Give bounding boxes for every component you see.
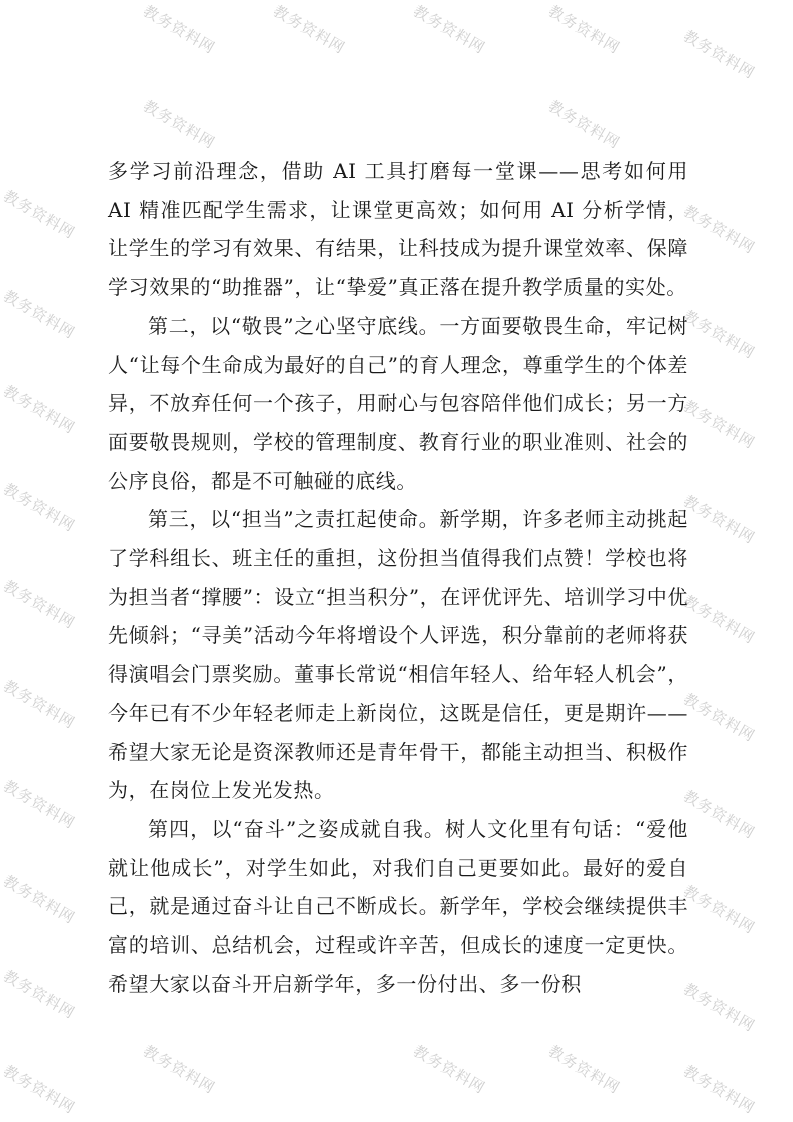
watermark-text: 教务资料网	[140, 1041, 219, 1098]
watermark-text: 教务资料网	[410, 1041, 489, 1098]
watermark-text: 教务资料网	[545, 1041, 624, 1098]
watermark-text: 教务资料网	[545, 96, 624, 153]
watermark-text: 教务资料网	[0, 479, 79, 536]
paragraph-third-point: 第三，以“担当”之责扛起使命。新学期，许多老师主动挑起了学科组长、班主任的重担，这份担当值得我们点赞！学校也将为担当者“撑腰”：设立“担当积分”，在评优评先、培训学习中优先倾斜；“寻美”活动今年将增设个人评选，积分靠前的老师将获得演唱会门票奖励。董事长常说“相信年轻人、给年轻人机会”，今年已有不少年轻老师走上新岗位，这既是信任，更是期许——希望大家无论是资深教师还是青年骨干，都能主动担当、积极作为，在岗位上发光发热。	[108, 507, 688, 803]
watermark-text: 教务资料网	[680, 26, 759, 83]
watermark-text: 教务资料网	[0, 286, 79, 343]
watermark-text: 教务资料网	[0, 186, 79, 243]
watermark-text: 教务资料网	[0, 576, 79, 633]
watermark-text: 教务资料网	[680, 491, 759, 548]
watermark-text: 教务资料网	[140, 96, 219, 153]
watermark-text: 教务资料网	[680, 396, 759, 453]
watermark-text: 教务资料网	[0, 776, 79, 833]
watermark-text: 教务资料网	[545, 1, 624, 58]
watermark-text: 教务资料网	[680, 786, 759, 843]
paragraph-fourth-point: 第四，以“奋斗”之姿成就自我。树人文化里有句话：“爱他就让他成长”，对学生如此，对我们自己更要如此。最好的爱自己，就是通过奋斗让自己不断成长。新学年，学校会继续提供丰富的培训、总结机会，过程或许辛苦，但成长的速度一定更快。希望大家以奋斗开启新学年，多一份付出、多一份积	[108, 816, 688, 996]
watermark-text: 教务资料网	[0, 676, 79, 733]
watermark-text: 教务资料网	[680, 201, 759, 258]
watermark-text: 教务资料网	[680, 306, 759, 363]
paragraph-second-point: 第二，以“敬畏”之心坚守底线。一方面要敬畏生命，牢记树人“让每个生命成为最好的自己”的育人理念，尊重学生的个体差异，不放弃任何一个孩子，用耐心与包容陪伴他们成长；另一方面要敬畏规则，学校的管理制度、教育行业的职业准则、社会的公序良俗，都是不可触碰的底线。	[108, 313, 688, 493]
paragraph-continuation: 多学习前沿理念，借助 AI 工具打磨每一堂课——思考如何用 AI 精准匹配学生需求，让课堂更高效；如何用 AI 分析学情，让学生的学习有效果、有结果，让科技成为提升课堂效率、保障学习效果的“助推器”，让“挚爱”真正落在提升教学质量的实处。	[108, 159, 688, 300]
watermark-text: 教务资料网	[680, 1061, 759, 1118]
watermark-text: 教务资料网	[680, 591, 759, 648]
watermark-text: 教务资料网	[0, 1061, 79, 1118]
watermark-text: 教务资料网	[680, 881, 759, 938]
watermark-text: 教务资料网	[680, 979, 759, 1036]
watermark-text: 教务资料网	[410, 1, 489, 58]
watermark-text: 教务资料网	[0, 966, 79, 1023]
watermark-text: 教务资料网	[270, 1, 349, 58]
watermark-text: 教务资料网	[140, 1, 219, 58]
watermark-text: 教务资料网	[0, 871, 79, 928]
document-body	[108, 152, 688, 1003]
watermark-text: 教务资料网	[0, 381, 79, 438]
watermark-text: 教务资料网	[680, 689, 759, 746]
